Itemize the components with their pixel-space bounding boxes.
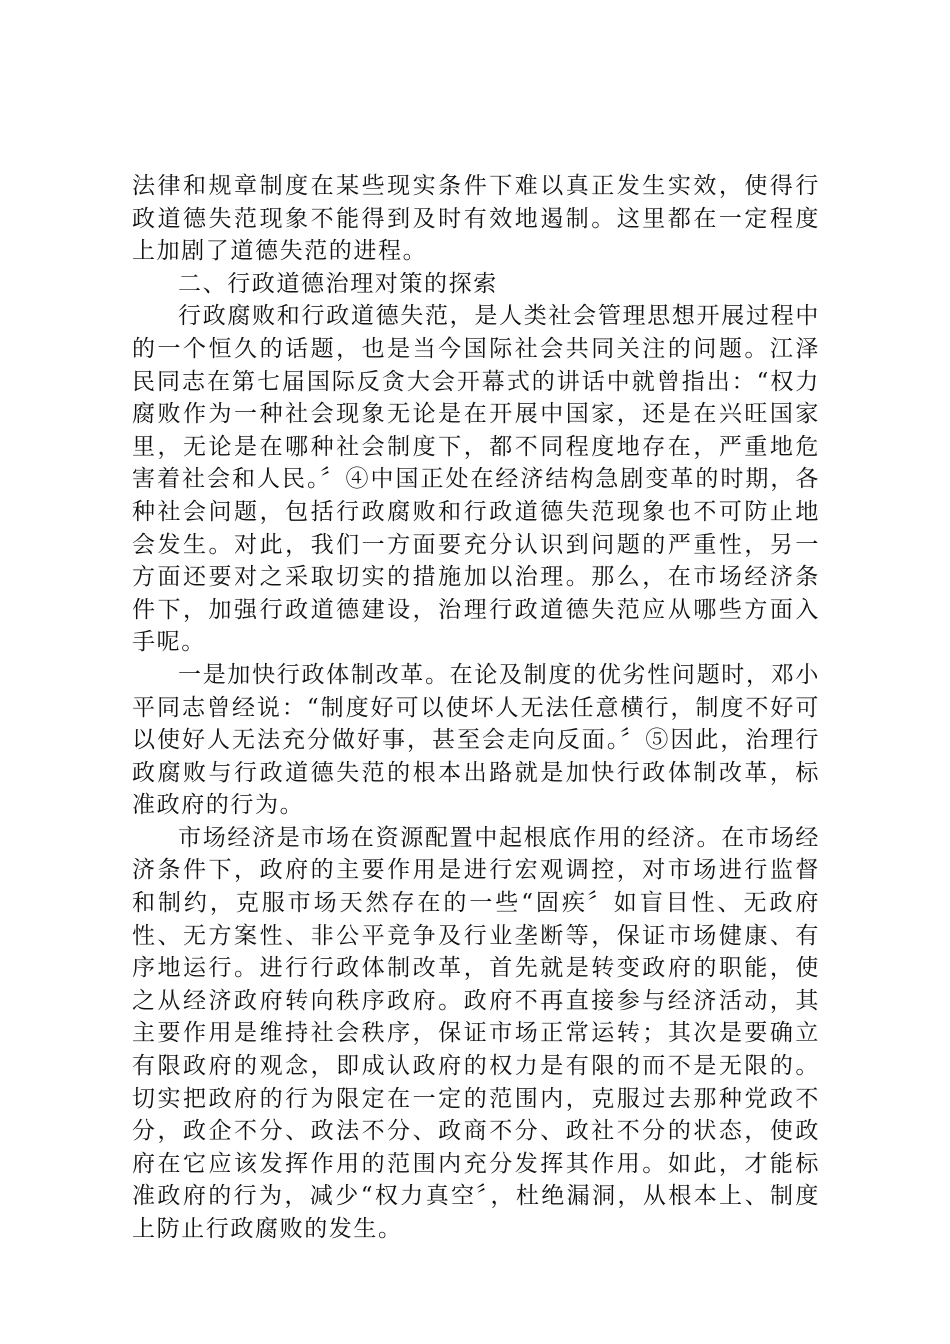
- document-body: [132, 170, 820, 1246]
- paragraph-continuation: 法律和规章制度在某些现实条件下难以真正发生实效，使得行政道德失范现象不能得到及时有效地遏制。这里都在一定程度上加剧了道德失范的进程。: [132, 173, 820, 265]
- section-heading: 二、行政道德治理对策的探索: [178, 270, 498, 297]
- paragraph-first-measure: 一是加快行政体制改革。在论及制度的优劣性问题时，邓小平同志曾经说：“制度好可以使坏人无法任意横行，制度不好可以使好人无法充分做好事，甚至会走向反面。〞⑤因此，治理行政腐败与行政道德失范的根本出路就是加快行政体制改革，标准政府的行为。: [132, 661, 820, 819]
- paragraph-intro: 行政腐败和行政道德失范，是人类社会管理思想开展过程中的一个恒久的话题，也是当今国际社会共同关注的问题。江泽民同志在第七届国际反贪大会开幕式的讲话中就曾指出：“权力腐败作为一种社会现象无论是在开展中国家，还是在兴旺国家里，无论是在哪种社会制度下，都不同程度地存在，严重地危害着社会和人民。〞④中国正处在经济结构急剧变革的时期，各种社会问题，包括行政腐败和行政道德失范现象也不可防止地会发生。对此，我们一方面要充分认识到问题的严重性，另一方面还要对之采取切实的措施加以治理。那么，在市场经济条件下，加强行政道德建设，治理行政道德失范应从哪些方面入手呢。: [132, 303, 820, 656]
- paragraph-market-economy: 市场经济是市场在资源配置中起根底作用的经济。在市场经济条件下，政府的主要作用是进行宏观调控，对市场进行监督和制约，克服市场天然存在的一些“固疾〞如盲目性、无政府性、无方案性、非公平竞争及行业垄断等，保证市场健康、有序地运行。进行行政体制改革，首先就是转变政府的职能，使之从经济政府转向秩序政府。政府不再直接参与经济活动，其主要作用是维持社会秩序，保证市场正常运转；其次是要确立有限政府的观念，即成认政府的权力是有限的而不是无限的。切实把政府的行为限定在一定的范围内，克服过去那种党政不分，政企不分、政法不分、政商不分、政社不分的状态，使政府在它应该发挥作用的范围内充分发挥其作用。如此，才能标准政府的行为，减少“权力真空〞，杜绝漏洞，从根本上、制度上防止行政腐败的发生。: [132, 824, 820, 1242]
